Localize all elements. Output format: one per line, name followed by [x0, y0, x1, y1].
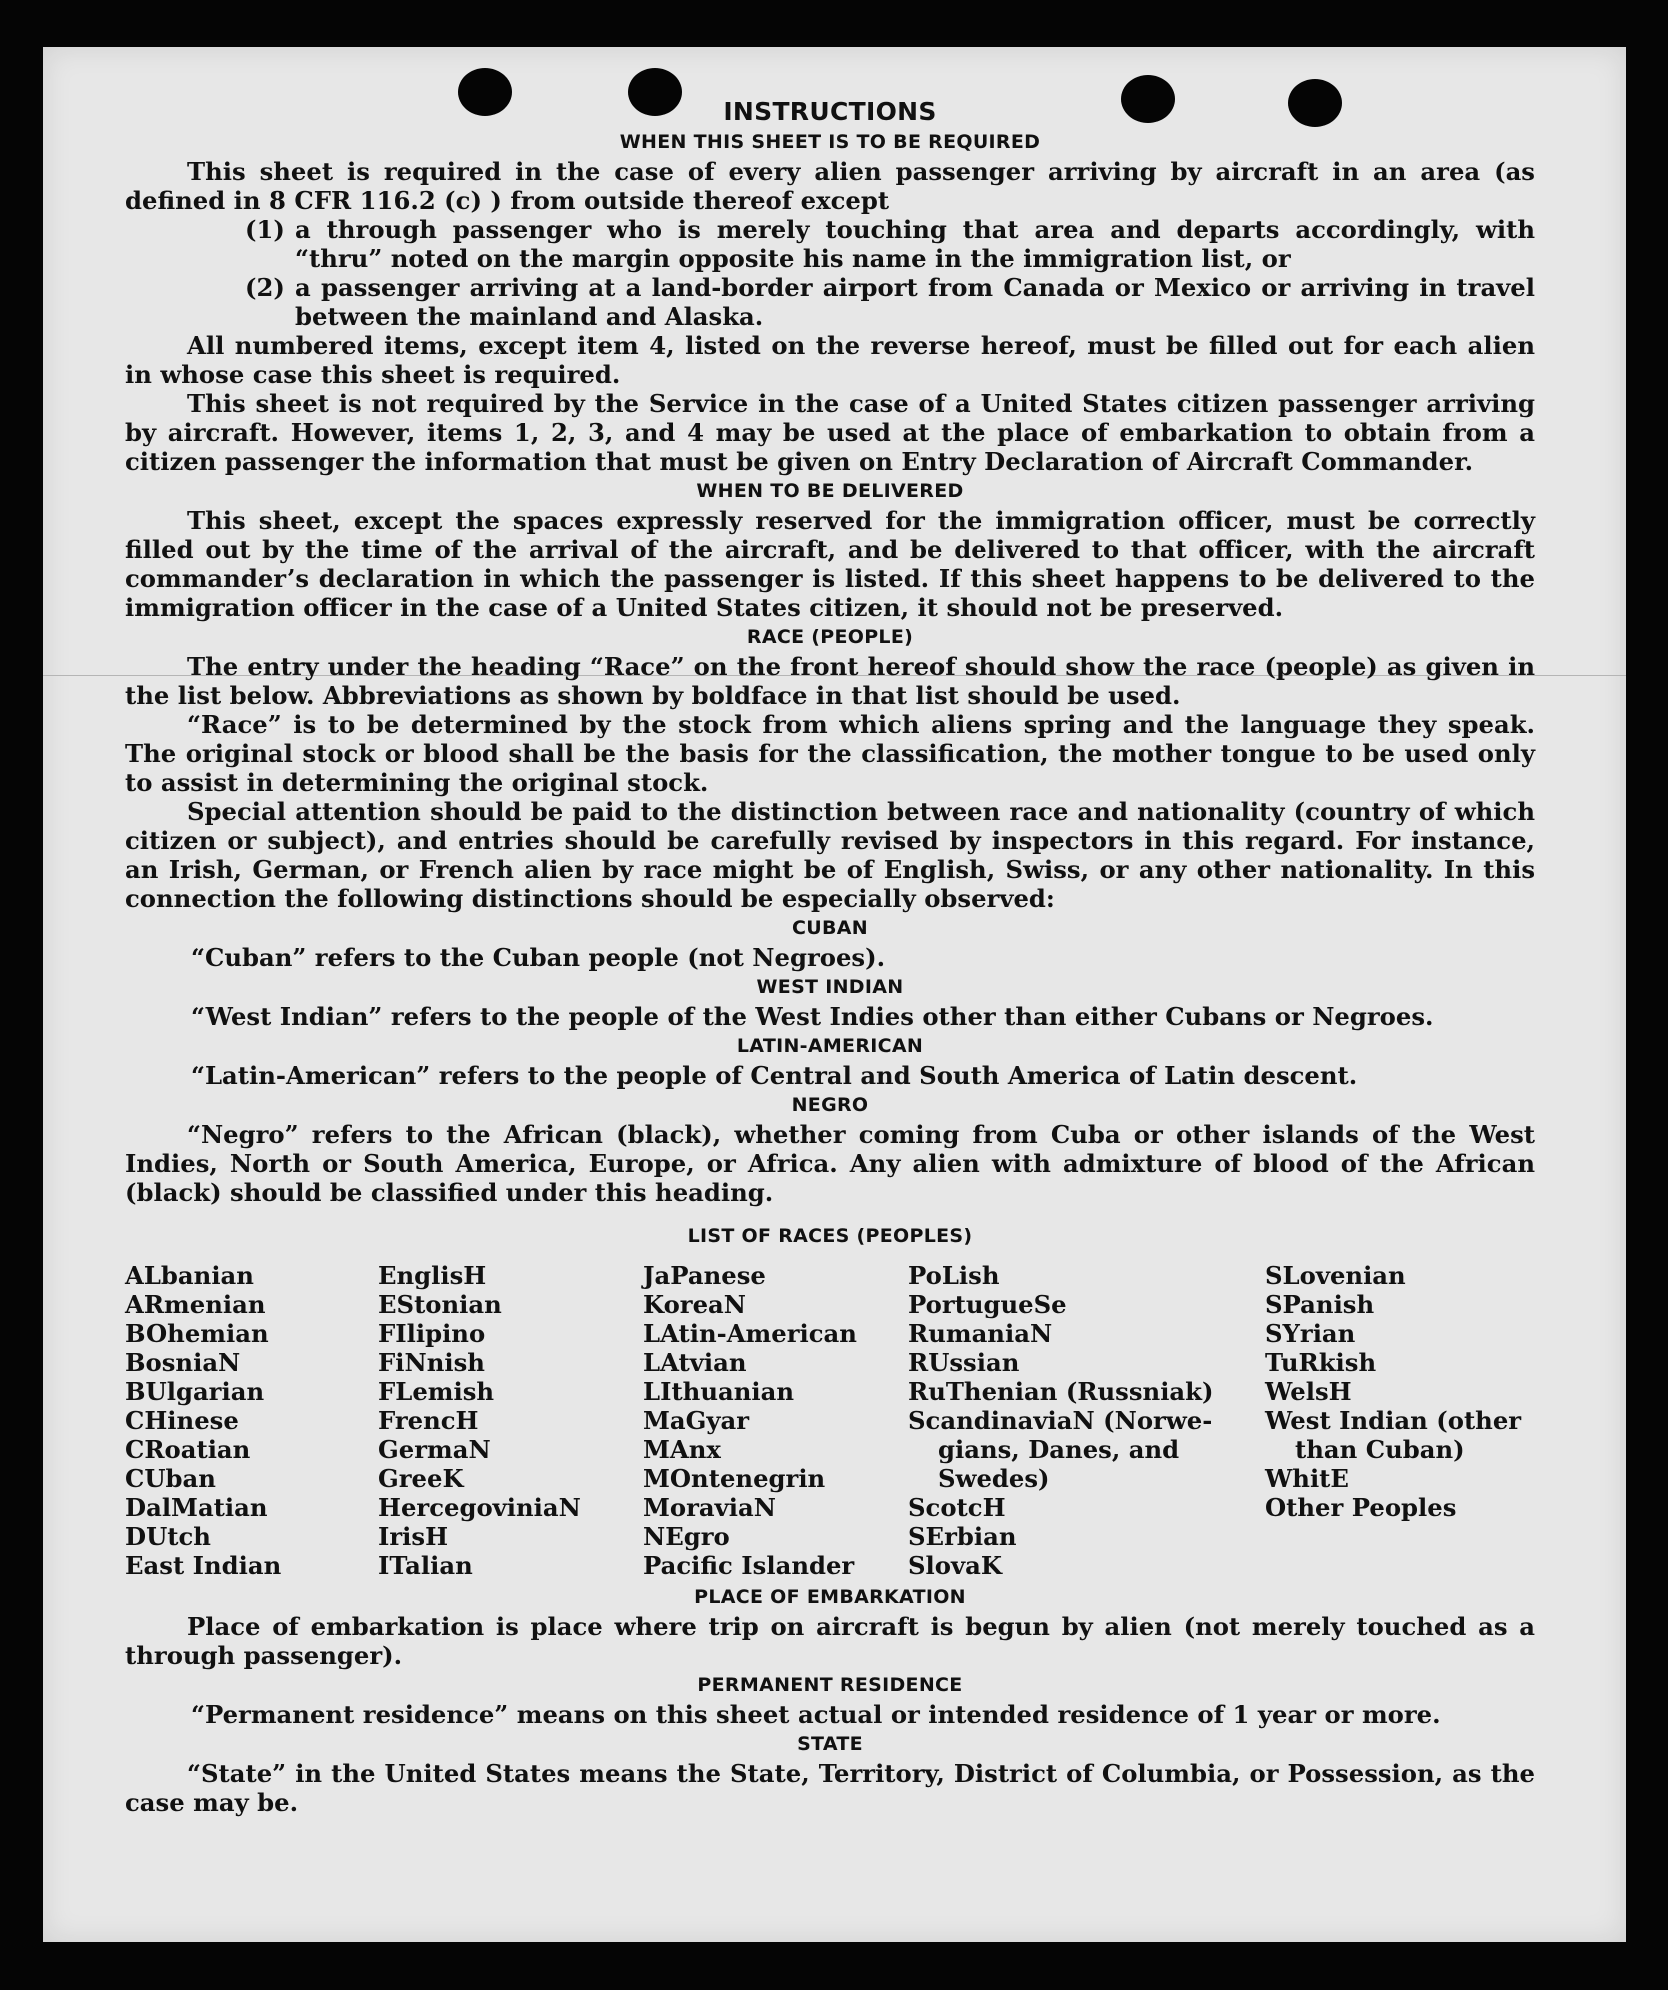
race-entry: PortugueSe	[908, 1290, 1067, 1319]
race-entry: EnglisH	[378, 1261, 487, 1290]
heading-west-indian: WEST INDIAN	[756, 976, 904, 998]
heading-when-required: WHEN THIS SHEET IS TO BE REQUIRED	[619, 131, 1041, 153]
exception-item	[245, 273, 1535, 331]
race-entry: SlovaK	[908, 1551, 1002, 1580]
races-column-4	[908, 1261, 1265, 1580]
race-entry: MOntenegrin	[643, 1464, 826, 1493]
race-entry: IrisH	[378, 1522, 449, 1551]
race-entry: RuThenian (Russniak)	[908, 1377, 1214, 1406]
race-entry: ARmenian	[125, 1290, 266, 1319]
race-entry: EStonian	[378, 1290, 502, 1319]
race-entry: GreeK	[378, 1464, 464, 1493]
race-entry: BosniaN	[125, 1348, 241, 1377]
race-entry: SYrian	[1265, 1319, 1356, 1348]
race-entry: WelsH	[1265, 1377, 1352, 1406]
race-entry: West Indian (other	[1265, 1406, 1522, 1435]
races-column-2	[378, 1261, 643, 1580]
race-para-1: The entry under the heading “Race” on the front hereof should show the race (people) as given in the list below. Abbreviations as shown by boldface in that list should be used.	[125, 652, 1535, 710]
races-column-5	[1265, 1261, 1535, 1580]
race-entry: SLovenian	[1265, 1261, 1406, 1290]
instructions-body	[125, 97, 1535, 1817]
race-para-2: “Race” is to be determined by the stock from which aliens spring and the language they speak. The original stock or blood shall be the basis for the classification, the mother tongue to be used only to assist in determining the original stock.	[125, 710, 1535, 797]
state-text: “State” in the United States means the State, Territory, District of Columbia, or Possession, as the case may be.	[125, 1759, 1535, 1817]
race-entry-continued: Swedes)	[938, 1464, 1050, 1493]
race-entry: RUssian	[908, 1348, 1020, 1377]
race-entry: LAtin-American	[643, 1319, 857, 1348]
race-entry: BOhemian	[125, 1319, 269, 1348]
required-citizen-note: This sheet is not required by the Service in the case of a United States citizen passenger arriving by aircraft. However, items 1, 2, 3, and 4 may be used at the place of embarkation to obtain from a citizen passenger the information that must be given on Entry Declaration of Aircraft Commander.	[125, 389, 1535, 476]
heading-when-delivered: WHEN TO BE DELIVERED	[696, 480, 964, 502]
required-intro: This sheet is required in the case of every alien passenger arriving by aircraft in an area (as defined in 8 CFR 116.2 (c) ) from outside thereof except	[125, 157, 1535, 215]
race-entry: WhitE	[1265, 1464, 1349, 1493]
race-entry: CRoatian	[125, 1435, 251, 1464]
race-entry: ScandinaviaN (Norwe-	[908, 1406, 1213, 1435]
race-entry: SErbian	[908, 1522, 1017, 1551]
exception-text: a through passenger who is merely touching that area and departs accordingly, with “thru” noted on the margin opposite his name in the immigration list, or	[295, 215, 1535, 273]
race-entry: JaPanese	[643, 1261, 766, 1290]
race-entry: ITalian	[378, 1551, 473, 1580]
race-para-3: Special attention should be paid to the distinction between race and nationality (country of which citizen or subject), and entries should be carefully revised by inspectors in this regard. For instance, an Irish, German, or French alien by race might be of English, Swiss, or any other nationality. In this connection the following distinctions should be especially observed:	[125, 797, 1535, 913]
race-entry: FiNnish	[378, 1348, 485, 1377]
race-entry-continued: gians, Danes, and	[938, 1435, 1180, 1464]
heading-latin-american: LATIN-AMERICAN	[736, 1035, 924, 1057]
exception-number: (1)	[245, 215, 285, 244]
exception-number: (2)	[245, 273, 285, 302]
heading-place-of-embarkation: PLACE OF EMBARKATION	[694, 1586, 966, 1608]
heading-state: STATE	[797, 1733, 863, 1755]
race-entry: FrencH	[378, 1406, 479, 1435]
delivered-text: This sheet, except the spaces expressly reserved for the immigration officer, must be correctly filled out by the time of the arrival of the aircraft, and be delivered to that officer, with the aircraft commander’s declaration in which the passenger is listed. If this sheet happens to be delivered to the immigration officer in the case of a United States citizen, it should not be preserved.	[125, 506, 1535, 622]
race-entry: MAnx	[643, 1435, 721, 1464]
race-entry: PoLish	[908, 1261, 1000, 1290]
required-numbered-items: All numbered items, except item 4, listed on the reverse hereof, must be filled out for each alien in whose case this sheet is required.	[125, 331, 1535, 389]
heading-list-of-races: LIST OF RACES (PEOPLES)	[687, 1225, 973, 1247]
race-entry: NEgro	[643, 1522, 730, 1551]
race-entry: LAtvian	[643, 1348, 747, 1377]
races-column-1	[125, 1261, 378, 1580]
race-entry: Other Peoples	[1265, 1493, 1457, 1522]
race-entry: HercegoviniaN	[378, 1493, 581, 1522]
race-entry: CHinese	[125, 1406, 239, 1435]
race-entry: KoreaN	[643, 1290, 747, 1319]
residence-text: “Permanent residence” means on this sheet actual or intended residence of 1 year or more.	[191, 1700, 1441, 1729]
definition-cuban: “Cuban” refers to the Cuban people (not Negroes).	[191, 943, 886, 972]
race-entry: East Indian	[125, 1551, 282, 1580]
heading-race: RACE (PEOPLE)	[746, 626, 914, 648]
race-entry: MoraviaN	[643, 1493, 776, 1522]
race-entry: BUlgarian	[125, 1377, 265, 1406]
race-entry: LIthuanian	[643, 1377, 795, 1406]
heading-cuban: CUBAN	[792, 917, 868, 939]
race-entry: FIlipino	[378, 1319, 486, 1348]
race-entry: SPanish	[1265, 1290, 1375, 1319]
heading-negro: NEGRO	[791, 1094, 869, 1116]
page-title: INSTRUCTIONS	[723, 97, 937, 126]
definition-west-indian: “West Indian” refers to the people of the West Indies other than either Cubans or Negroes.	[191, 1002, 1434, 1031]
races-list	[125, 1261, 1535, 1580]
race-entry: GermaN	[378, 1435, 491, 1464]
definition-negro: “Negro” refers to the African (black), whether coming from Cuba or other islands of the West Indies, North or South America, Europe, or Africa. Any alien with admixture of blood of the African (black) should be classified under this heading.	[125, 1120, 1535, 1207]
heading-permanent-residence: PERMANENT RESIDENCE	[697, 1674, 963, 1696]
race-entry: MaGyar	[643, 1406, 750, 1435]
races-column-3	[643, 1261, 908, 1580]
race-entry: DalMatian	[125, 1493, 268, 1522]
embarkation-text: Place of embarkation is place where trip on aircraft is begun by alien (not merely touched as a through passenger).	[125, 1612, 1535, 1670]
race-entry: ScotcH	[908, 1493, 1006, 1522]
race-entry: DUtch	[125, 1522, 211, 1551]
definition-latin-american: “Latin-American” refers to the people of Central and South America of Latin descent.	[191, 1061, 1358, 1090]
race-entry: FLemish	[378, 1377, 495, 1406]
document-page	[43, 47, 1626, 1942]
race-entry-continued: than Cuban)	[1295, 1435, 1465, 1464]
race-entry: ALbanian	[125, 1261, 254, 1290]
race-entry: TuRkish	[1265, 1348, 1377, 1377]
exception-item	[245, 215, 1535, 273]
race-entry: RumaniaN	[908, 1319, 1053, 1348]
exception-text: a passenger arriving at a land-border airport from Canada or Mexico or arriving in travel between the mainland and Alaska.	[295, 273, 1535, 331]
race-entry: Pacific Islander	[643, 1551, 855, 1580]
race-entry: CUban	[125, 1464, 216, 1493]
